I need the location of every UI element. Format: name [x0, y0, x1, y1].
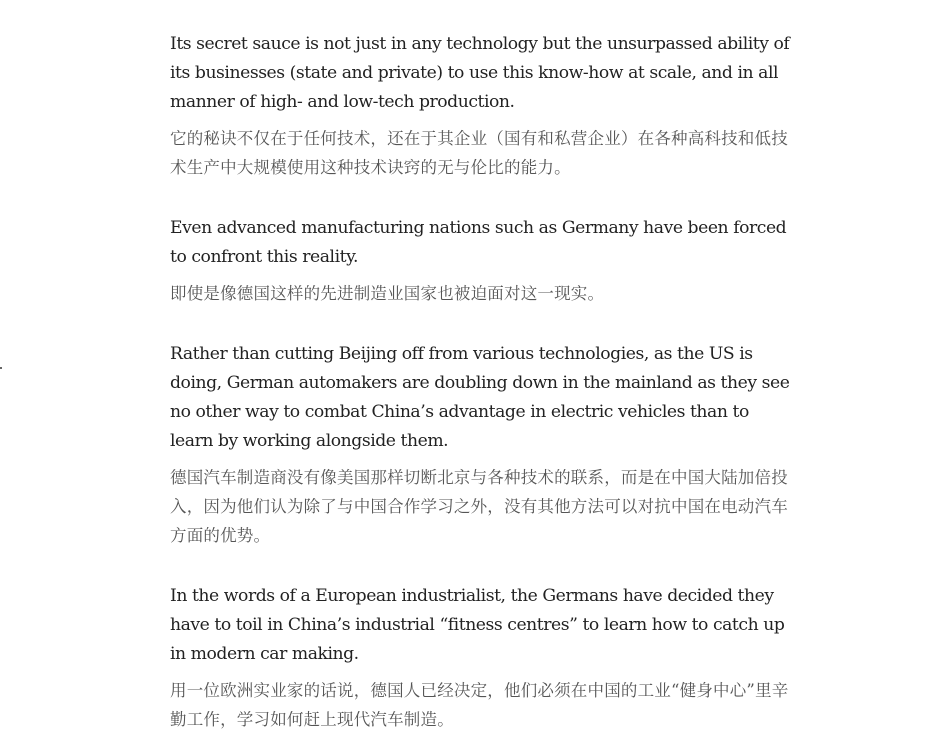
- english-paragraph: In the words of a European industrialist, the Germans have decided they have to toil in China’s industrial “fitness centres” to learn how to catch up in modern car making.: [170, 586, 785, 664]
- chinese-paragraph: 即使是像德国这样的先进制造业国家也被迫面对这一现实。: [170, 284, 605, 303]
- paragraph-pair: [170, 582, 792, 734]
- bilingual-article: [170, 30, 792, 734]
- english-paragraph: Even advanced manufacturing nations such as Germany have been forced to confront this reality.: [170, 218, 787, 267]
- scroll-edge-marker: [0, 367, 2, 369]
- chinese-paragraph: 用一位欧洲实业家的话说，德国人已经决定，他们必须在中国的工业“健身中心”里辛勤工作，学习如何赶上现代汽车制造。: [170, 681, 789, 729]
- paragraph-pair: [170, 340, 792, 550]
- paragraph-pair: [170, 214, 792, 308]
- paragraph-pair: [170, 30, 792, 182]
- chinese-paragraph: 德国汽车制造商没有像美国那样切断北京与各种技术的联系，而是在中国大陆加倍投入，因为他们认为除了与中国合作学习之外，没有其他方法可以对抗中国在电动汽车方面的优势。: [170, 468, 788, 545]
- chinese-paragraph: 它的秘诀不仅在于任何技术，还在于其企业（国有和私营企业）在各种高科技和低技术生产中大规模使用这种技术诀窍的无与伦比的能力。: [170, 129, 788, 177]
- english-paragraph: Rather than cutting Beijing off from various technologies, as the US is doing, German automakers are doubling down in the mainland as they see no other way to combat China’s advantage in electric vehicles than to learn by working alongside them.: [170, 344, 790, 451]
- english-paragraph: Its secret sauce is not just in any technology but the unsurpassed ability of its businesses (state and private) to use this know-how at scale, and in all manner of high- and low-tech production.: [170, 34, 790, 112]
